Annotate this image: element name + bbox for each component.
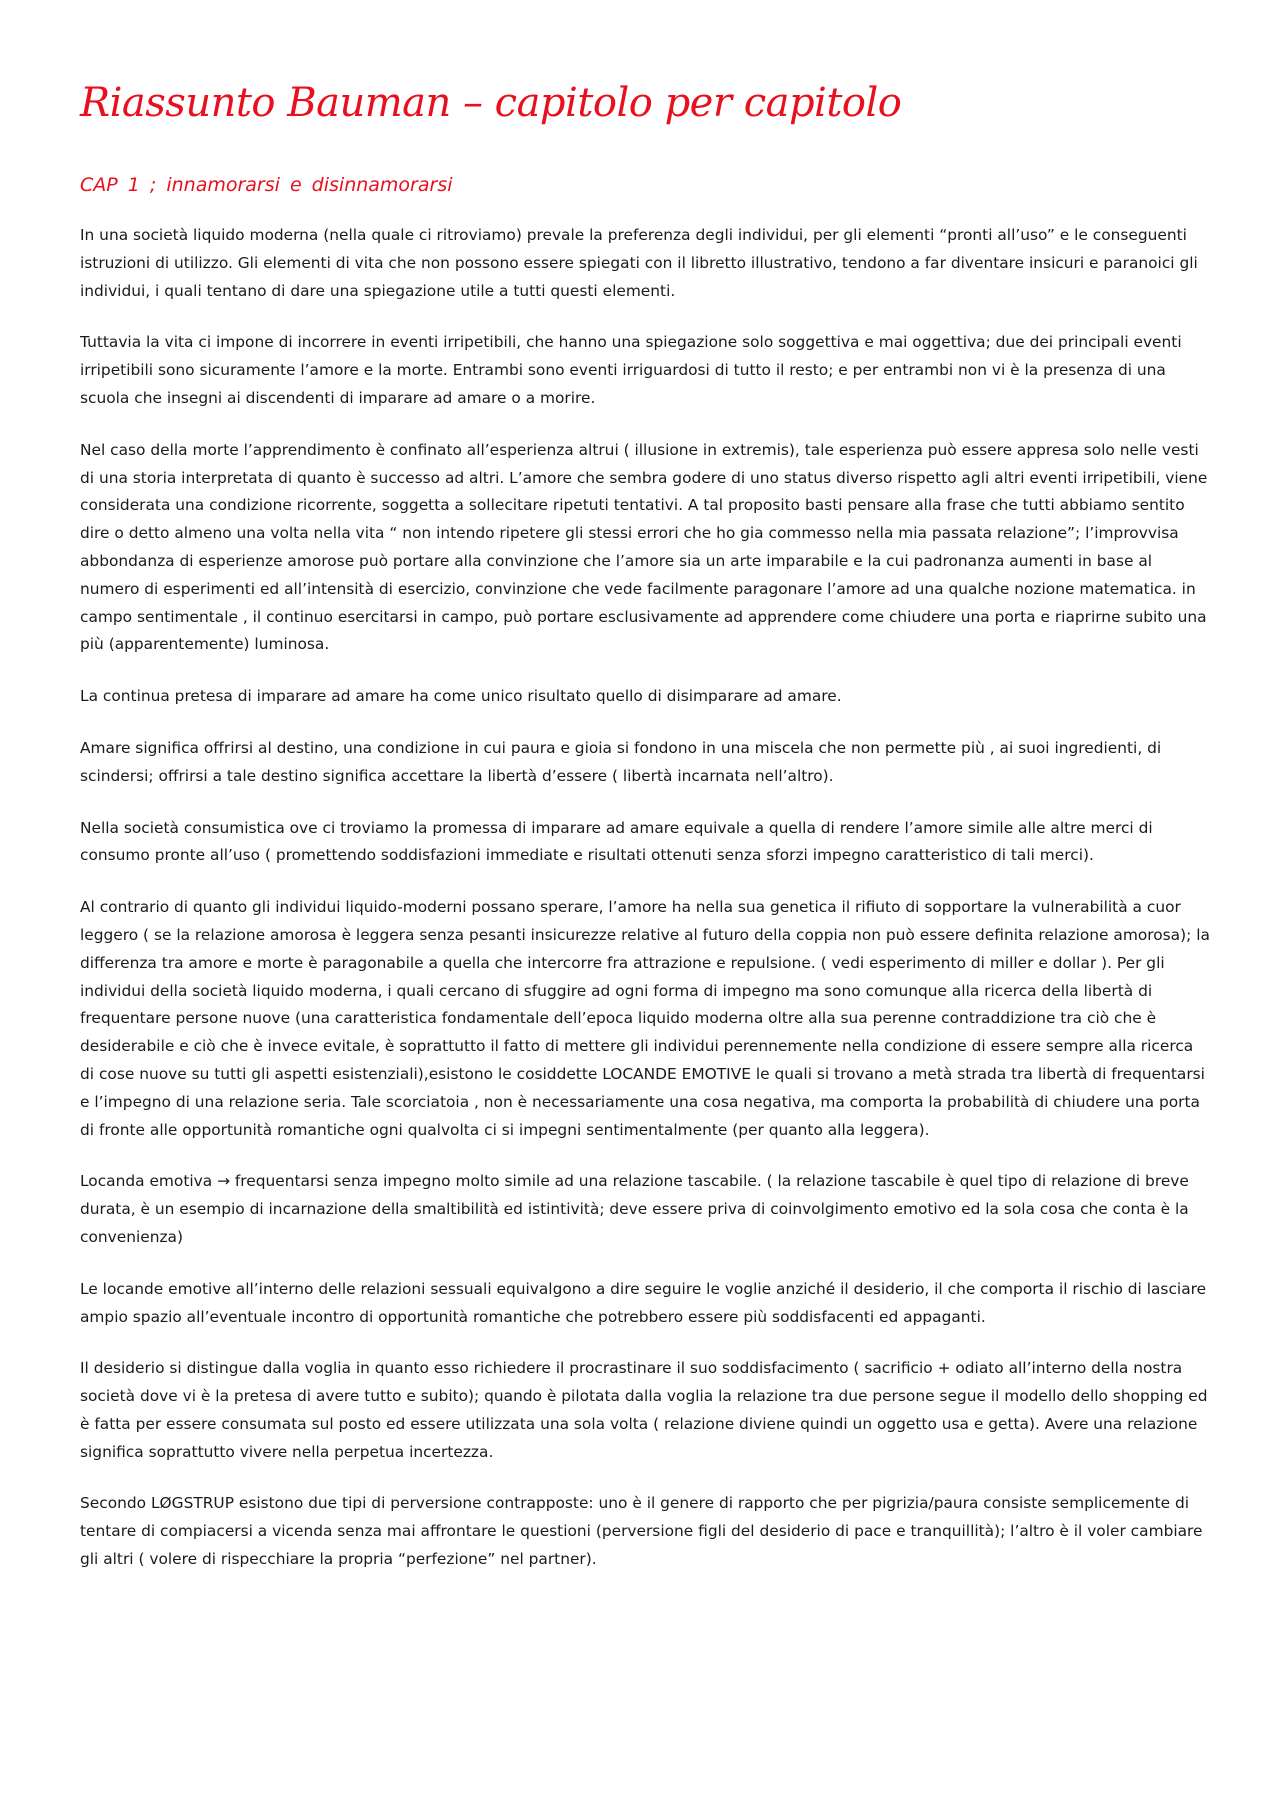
paragraph: La continua pretesa di imparare ad amare ha come unico risultato quello di disimparare ad amare. <box>80 687 842 706</box>
paragraph: Nella società consumistica ove ci troviamo la promessa di imparare ad amare equivale a quella di rendere l’amore simile alle altre merci di consumo pronte all’uso ( promettendo soddisfazioni immediate e risultati ottenuti senza sforzi impegno caratteristico di tali merci). <box>80 818 1153 865</box>
chapter-heading: CAP 1 ; innamorarsi e disinnamorarsi <box>80 174 453 196</box>
paragraph: Locanda emotiva → frequentarsi senza impegno molto simile ad una relazione tascabile. ( la relazione tascabile è quel tipo di relazione di breve durata, è un esempio di incarnazione della smaltibilità ed istintività; deve essere priva di coinvolgimento emotivo ed la sola cosa che conta è la convenienza) <box>80 1172 1189 1246</box>
paragraph: In una società liquido moderna (nella quale ci ritroviamo) prevale la preferenza degli individui, per gli elementi “pronti all’uso” e le conseguenti istruzioni di utilizzo. Gli elementi di vita che non possono essere spiegati con il libretto illustrativo, tendono a far diventare insicuri e paranoici gli individui, i quali tentano di dare una spiegazione utile a tutti questi elementi. <box>80 226 1198 300</box>
paragraph: Nel caso della morte l’apprendimento è confinato all’esperienza altrui ( illusione in extremis), tale esperienza può essere appresa solo nelle vesti di una storia interpretata di quanto è successo ad altri. L’amore che sembra godere di uno status diverso rispetto agli altri eventi irripetibili, viene considerata una condizione ricorrente, soggetta a sollecitare ripetuti tentativi. A tal proposito basti pensare alla frase che tutti abbiamo sentito dire o detto almeno una volta nella vita “ non intendo ripetere gli stessi errori che ho gia commesso nella mia passata relazione”; l’improvvisa abbondanza di esperienze amorose può portare alla convinzione che l’amore sia un arte imparabile e la cui padronanza aumenti in base al numero di esperimenti ed all’intensità di esercizio, convinzione che vede facilmente paragonare l’amore ad una qualche nozione matematica. in campo sentimentale , il continuo esercitarsi in campo, può portare esclusivamente ad apprendere come chiudere una porta e riaprirne subito una più (apparentemente) luminosa. <box>80 440 1208 654</box>
paragraph: Il desiderio si distingue dalla voglia in quanto esso richiedere il procrastinare il suo soddisfacimento ( sacrificio + odiato all’interno della nostra società dove vi è la pretesa di avere tutto e subito); quando è pilotata dalla voglia la relazione tra due persone segue il modello dello shopping ed è fatta per essere consumata sul posto ed essere utilizzata una sola volta ( relazione diviene quindi un oggetto usa e getta). Avere una relazione significa soprattutto vivere nella perpetua incertezza. <box>80 1359 1208 1461</box>
paragraph: Amare significa offrirsi al destino, una condizione in cui paura e gioia si fondono in una miscela che non permette più , ai suoi ingredienti, di scindersi; offrirsi a tale destino significa accettare la libertà d’essere ( libertà incarnata nell’altro). <box>80 738 1162 785</box>
paragraph: Secondo LØGSTRUP esistono due tipi di perversione contrapposte: uno è il genere di rapporto che per pigrizia/paura consiste semplicemente di tentare di compiacersi a vicenda senza mai affrontare le questioni (perversione figli del desiderio di pace e tranquillità); l’altro è il voler cambiare gli altri ( volere di rispecchiare la propria “perfezione” nel partner). <box>80 1494 1203 1569</box>
paragraph: Al contrario di quanto gli individui liquido-moderni possano sperare, l’amore ha nella sua genetica il rifiuto di sopportare la vulnerabilità a cuor leggero ( se la relazione amorosa è leggera senza pesanti insicurezze relative al futuro della coppia non può essere definita relazione amorosa); la differenza tra amore e morte è paragonabile a quella che intercorre fra attrazione e repulsione. ( vedi esperimento di miller e dollar ). Per gli individui della società liquido moderna, i quali cercano di sfuggire ad ogni forma di impegno ma sono comunque alla ricerca della libertà di frequentare persone nuove (una caratteristica fondamentale dell’epoca liquido moderna oltre alla sua perenne contraddizione tra ciò che è desiderabile e ciò che è invece evitale, è soprattutto il fatto di mettere gli individui perennemente nella condizione di essere sempre alla ricerca di cose nuove su tutti gli aspetti esistenziali),esistono le cosiddette LOCANDE EMOTIVE le quali si trovano a metà strada tra libertà di frequentarsi e l’impegno di una relazione seria. Tale scorciatoia , non è necessariamente una cosa negativa, ma comporta la probabilità di chiudere una porta di fronte alle opportunità romantiche ogni qualvolta ci si impegni sentimentalmente (per quanto alla leggera). <box>80 898 1210 1139</box>
document-body <box>80 222 1210 1598</box>
paragraph: Le locande emotive all’interno delle relazioni sessuali equivalgono a dire seguire le voglie anziché il desiderio, il che comporta il rischio di lasciare ampio spazio all’eventuale incontro di opportunità romantiche che potrebbero essere più soddisfacenti ed appaganti. <box>80 1279 1207 1326</box>
paragraph: Tuttavia la vita ci impone di incorrere in eventi irripetibili, che hanno una spiegazione solo soggettiva e mai oggettiva; due dei principali eventi irripetibili sono sicuramente l’amore e la morte. Entrambi sono eventi irriguardosi di tutto il resto; e per entrambi non vi è la presenza di una scuola che insegni ai discendenti di imparare ad amare o a morire. <box>80 333 1182 407</box>
document-title: Riassunto Bauman – capitolo per capitolo <box>80 80 902 126</box>
